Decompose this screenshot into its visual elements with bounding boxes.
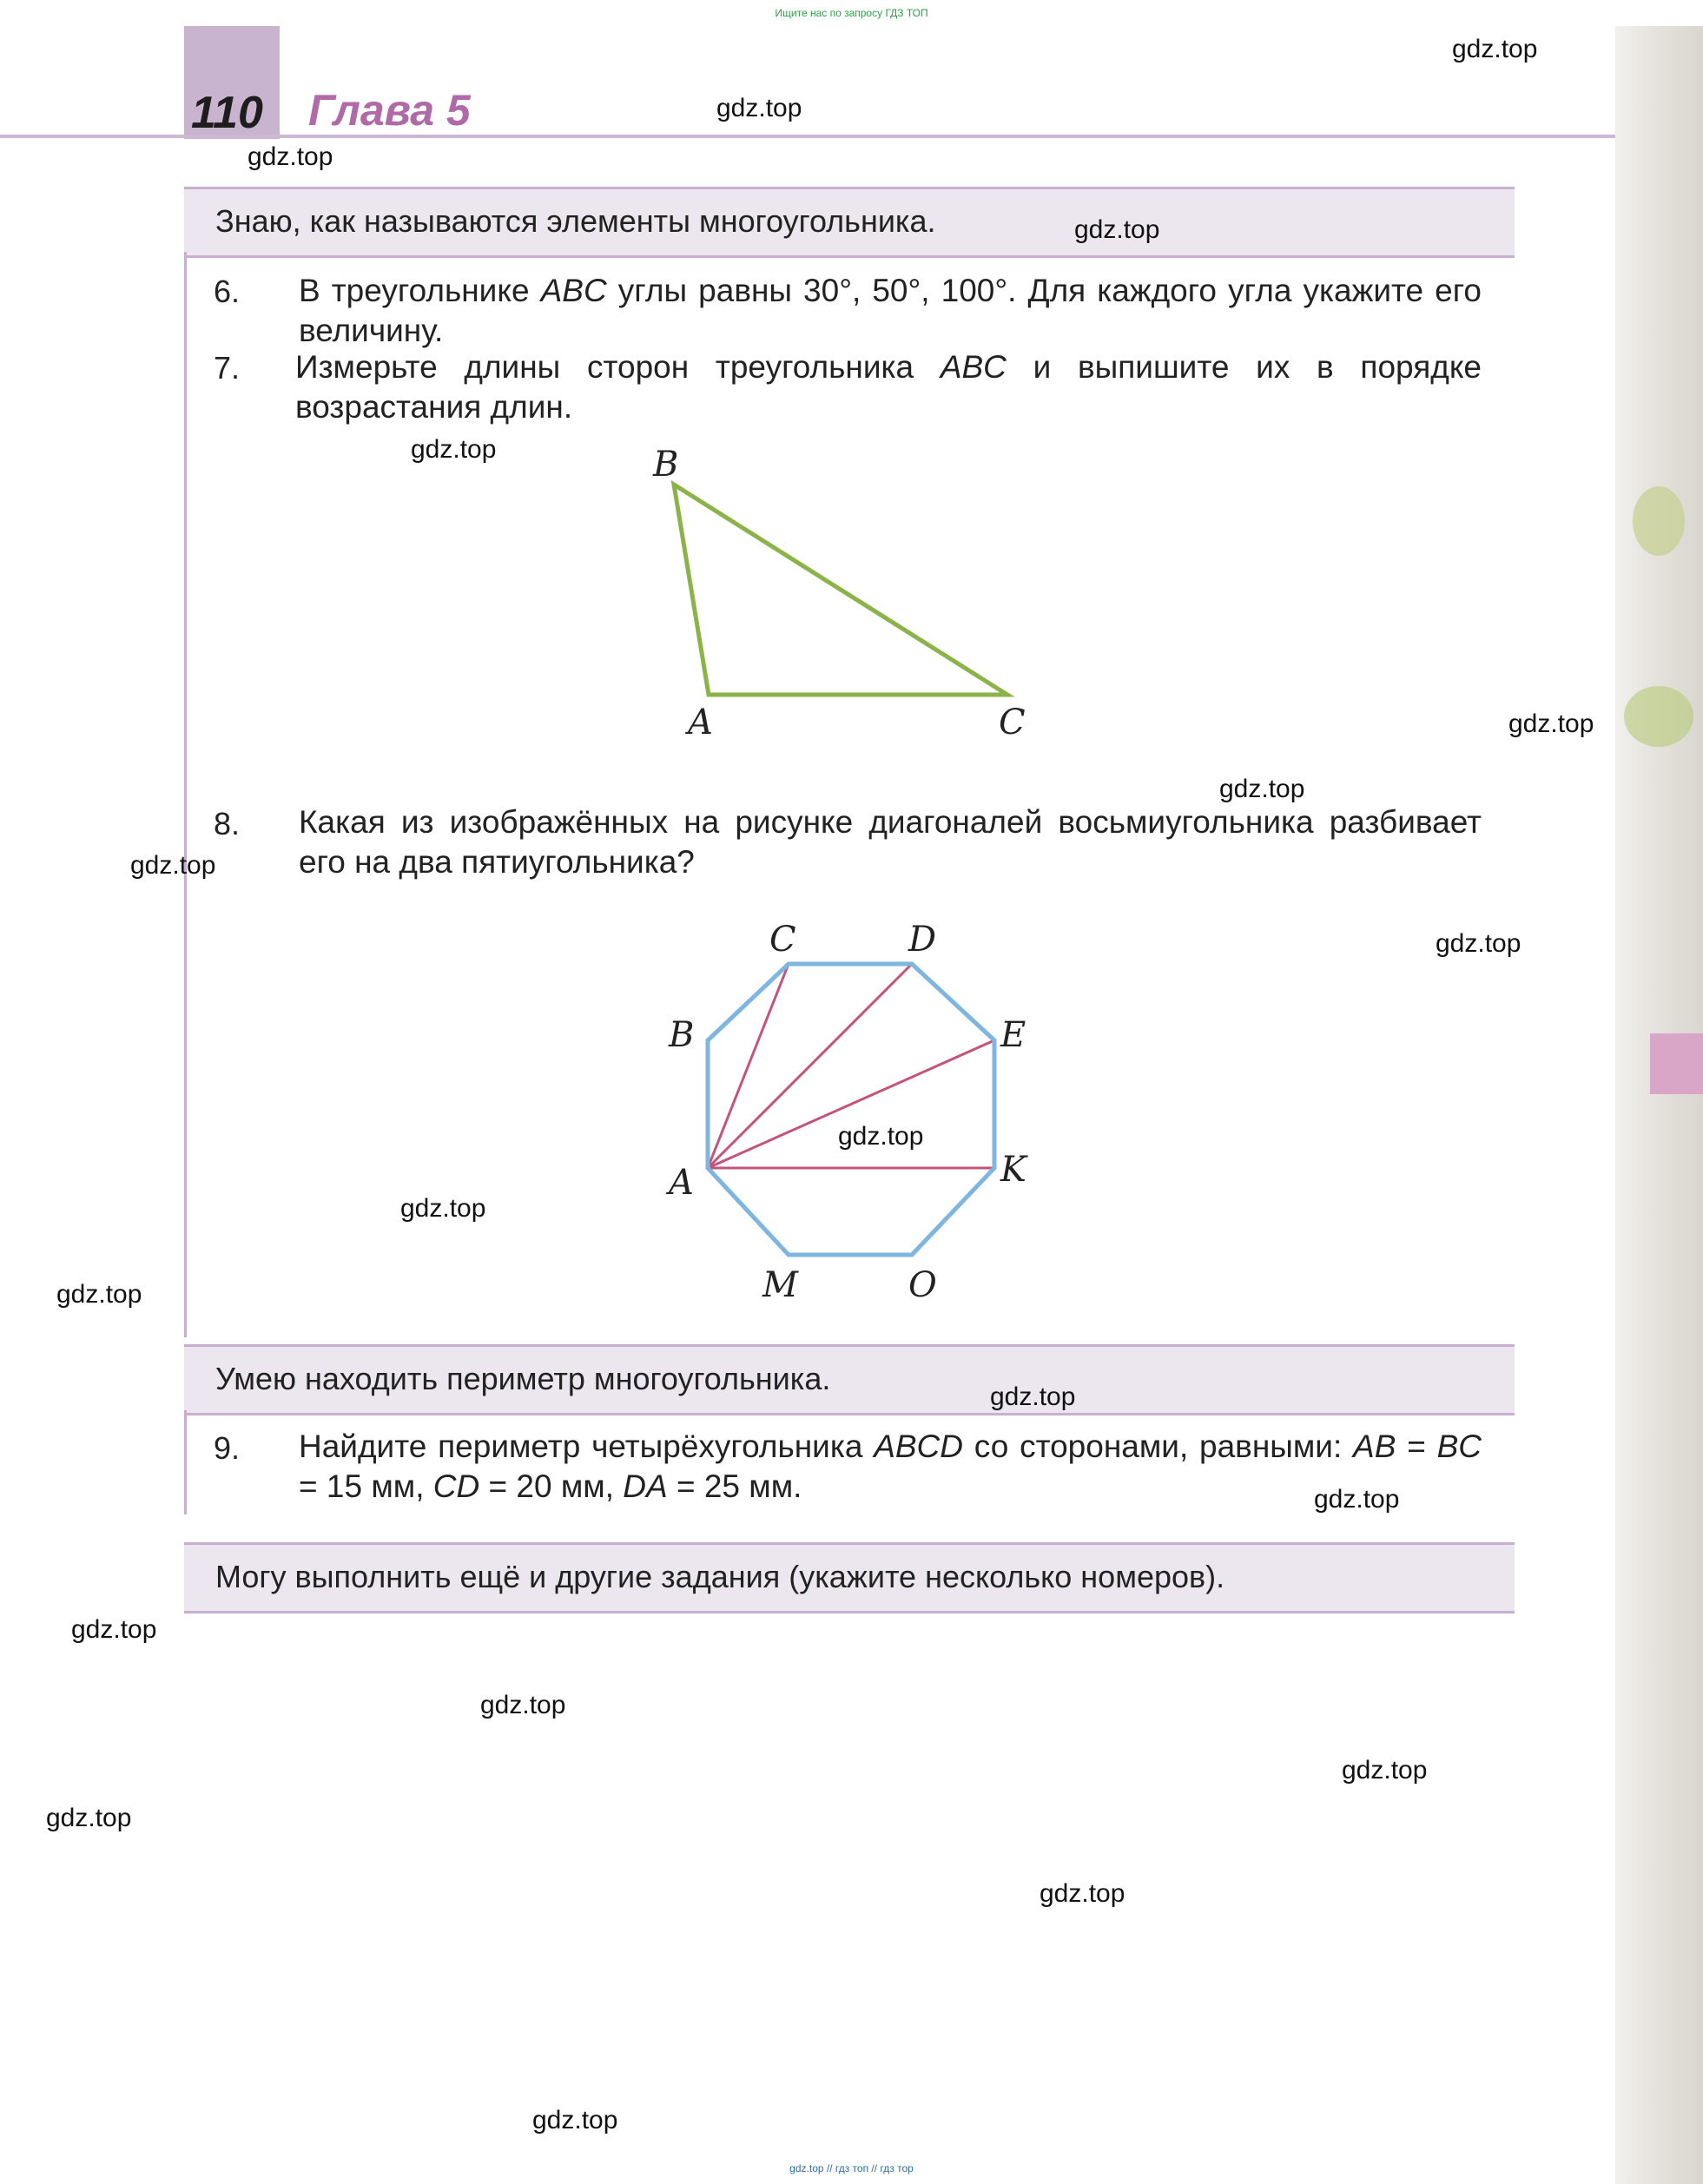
triangle-figure [608,434,1094,755]
watermark: gdz.top [1452,35,1538,63]
watermark: gdz.top [1436,929,1521,958]
watermark: gdz.top [71,1615,157,1644]
vertex-label-b: B [669,1015,695,1055]
vertex-label-k: K [1000,1150,1026,1190]
section-title: Умею находить периметр многоугольника. [215,1361,831,1396]
edge-tab [1650,1033,1703,1094]
edge-decoration [1633,486,1685,556]
vertex-label-b: B [653,445,679,485]
triangle-abc [674,485,1007,695]
page-number: 110 [191,88,263,138]
section-title: Знаю, как называются элементы многоугольника. [215,203,936,239]
vertex-label-a: A [688,703,713,742]
octagon [708,964,994,1255]
task-number: 7. [214,350,241,386]
watermark: gdz.top [838,1122,924,1151]
vertex-label-a: A [669,1163,694,1203]
vertex-label-m: M [762,1265,798,1305]
watermark: gdz.top [1342,1756,1428,1785]
task-text: Измерьте длины сторон треугольника ABC и выпишите их в порядке возрастания длин. [295,349,1482,425]
watermark: gdz.top [532,2106,618,2135]
vertex-label-c: C [999,703,1026,742]
watermark: gdz.top [400,1194,486,1223]
adjacent-page-edge [1615,26,1703,2184]
vertex-label-c: C [769,920,796,960]
watermark: gdz.top [1219,775,1305,803]
vertex-label-d: D [908,920,937,960]
watermark: gdz.top [46,1804,132,1832]
watermark: gdz.top [130,851,216,880]
watermark: gdz.top [1074,215,1160,244]
vertex-label-o: O [908,1265,937,1305]
watermark: gdz.top [480,1691,566,1719]
watermark: gdz.top [56,1280,142,1309]
watermark: gdz.top [1508,709,1594,738]
bottom-banner: gdz.top // гдз топ // гдз тор [789,2162,914,2174]
task-text: Какая из изображённых на рисунке диагоналей восьмиугольника разбивает его на два пятиугольника? [299,804,1482,880]
section-rule [184,1410,187,1514]
watermark: gdz.top [1314,1485,1400,1514]
section-header [184,1344,1515,1415]
edge-decoration [1624,686,1693,747]
vertex-label-e: E [1000,1015,1026,1055]
chapter-title: Глава 5 [308,86,471,135]
watermark: gdz.top [411,435,497,464]
task-number: 8. [214,806,241,841]
watermark: gdz.top [990,1382,1076,1411]
watermark: gdz.top [1040,1879,1125,1908]
task-text: В треугольнике ABC углы равны 30°, 50°, 100°. Для каждого угла укажите его величину. [299,273,1482,348]
section-header [184,187,1515,258]
section-title: Могу выполнить ещё и другие задания (укажите несколько номеров). [215,1559,1225,1594]
task-number: 9. [214,1430,241,1466]
octagon-figure [660,912,1042,1311]
top-banner: Ищите нас по запросу ГДЗ ТОП [775,7,928,19]
watermark: gdz.top [248,142,333,171]
section-header [184,1542,1515,1613]
watermark: gdz.top [716,94,802,122]
task-number: 6. [214,274,241,309]
section-rule [184,252,187,1337]
task-text: Найдите периметр четырёхугольника ABCD со сторонами, равными: AB = BC = 15 мм, CD = 20 мм, DA = 25 мм. [299,1429,1482,1504]
